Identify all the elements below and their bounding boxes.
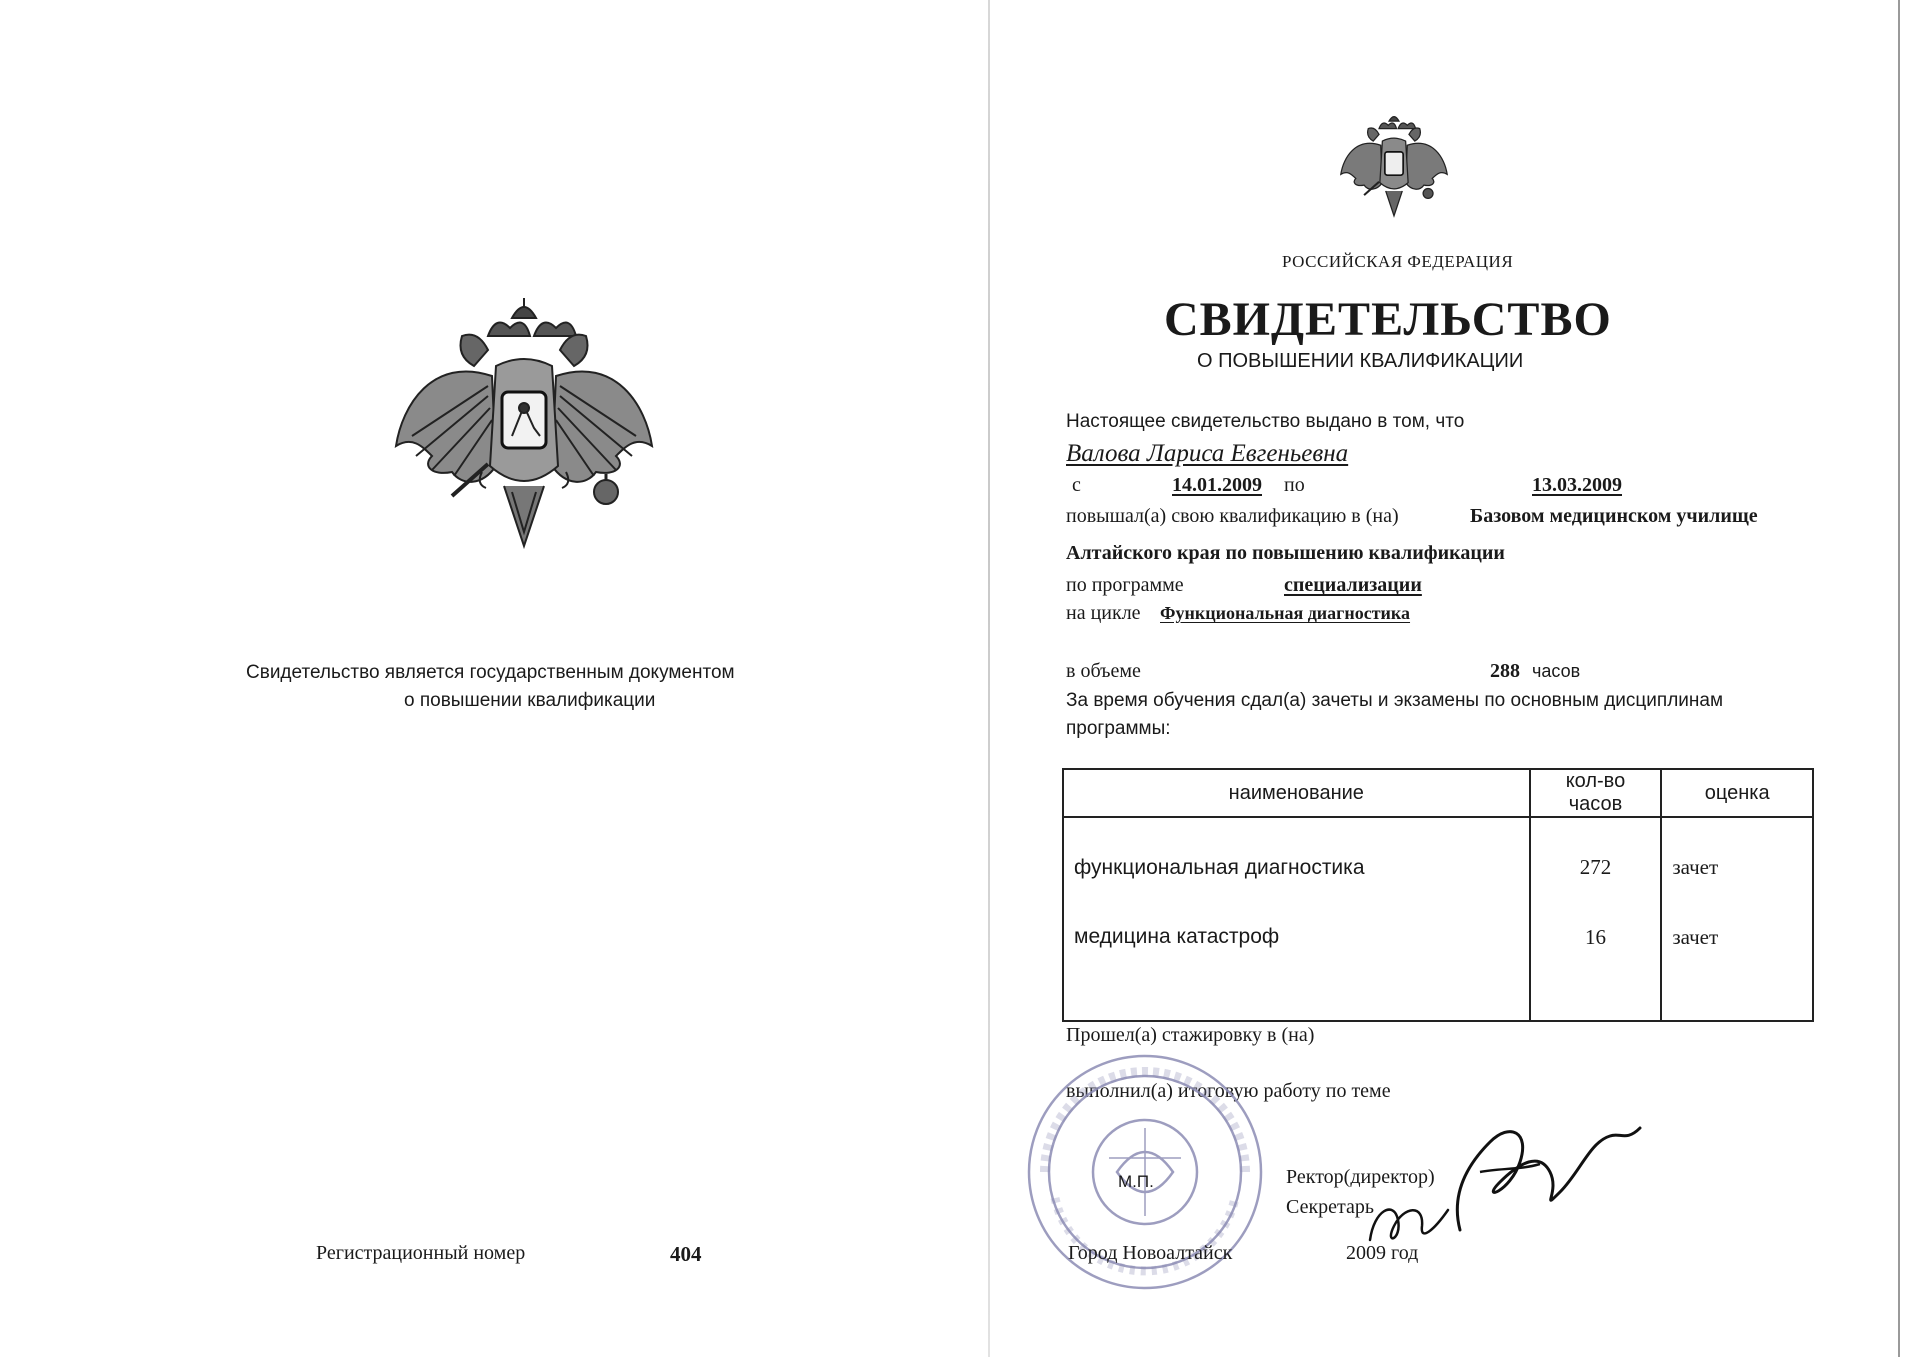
recipient-name: Валова Лариса Евгеньевна [1066,440,1349,467]
cycle-value: Функциональная диагностика [1160,603,1411,623]
header-name: наименование [1063,769,1530,817]
table-header-row [1063,769,1813,817]
hours-word: часов [1532,661,1581,681]
date-to: 13.03.2009 [1532,474,1622,496]
document-title: СВИДЕТЕЛЬСТВО [1164,293,1612,346]
date-from: 14.01.2009 [1172,474,1262,496]
final-work-label: выполнил(а) итоговую работу по теме [1066,1080,1391,1102]
row-hours: 16 [1530,917,1662,1021]
registration-label: Регистрационный номер [316,1242,526,1264]
rector-label: Ректор(директор) [1286,1166,1435,1188]
program-value: специализации [1284,574,1422,596]
institution-line2: Алтайского края по повышению квалификации [1066,542,1505,564]
page-fold [988,0,990,1357]
row-grade: зачет [1661,817,1813,917]
year-label: 2009 год [1346,1242,1419,1264]
exams-line1: За время обучения сдал(а) зачеты и экзамены по основным дисциплинам [1066,690,1724,711]
row-name: медицина катастроф [1063,917,1530,1021]
header-grade: оценка [1661,769,1813,817]
table-row [1063,817,1813,917]
disciplines-table [1062,768,1814,1022]
qualified-label: повышал(а) свою квалификацию в (на) [1066,505,1399,527]
document-subtitle: О ПОВЫШЕНИИ КВАЛИФИКАЦИИ [1197,350,1524,372]
volume-hours: 288 [1490,660,1520,682]
left-statement-line2: о повышении квалификации [404,690,656,711]
seal-label: М.П. [1118,1172,1154,1191]
table-row [1063,917,1813,1021]
cycle-label: на цикле [1066,602,1141,624]
coat-of-arms-small-icon [1338,112,1450,230]
row-grade: зачет [1661,917,1813,1021]
registration-number: 404 [670,1242,702,1266]
row-hours: 272 [1530,817,1662,917]
date-to-label: по [1284,474,1305,496]
secretary-signature [1364,1190,1454,1250]
secretary-label: Секретарь [1286,1196,1375,1218]
exams-line2: программы: [1066,718,1171,739]
internship-label: Прошел(а) стажировку в (на) [1066,1024,1315,1046]
header-hours: кол-во часов [1530,769,1662,817]
page-edge [1898,0,1900,1357]
program-label: по программе [1066,574,1184,596]
date-from-label: с [1072,474,1081,496]
city-label: Город Новоалтайск [1068,1242,1233,1264]
rector-signature [1440,1112,1650,1240]
country-name: РОССИЙСКАЯ ФЕДЕРАЦИЯ [1282,252,1514,271]
coat-of-arms-large-icon [392,296,656,580]
row-name: функциональная диагностика [1063,817,1530,917]
left-statement-line1: Свидетельство является государственным документом [246,662,735,683]
volume-label: в объеме [1066,660,1141,682]
intro-text: Настоящее свидетельство выдано в том, что [1066,411,1465,432]
institution-line1: Базовом медицинском училище [1470,505,1758,527]
